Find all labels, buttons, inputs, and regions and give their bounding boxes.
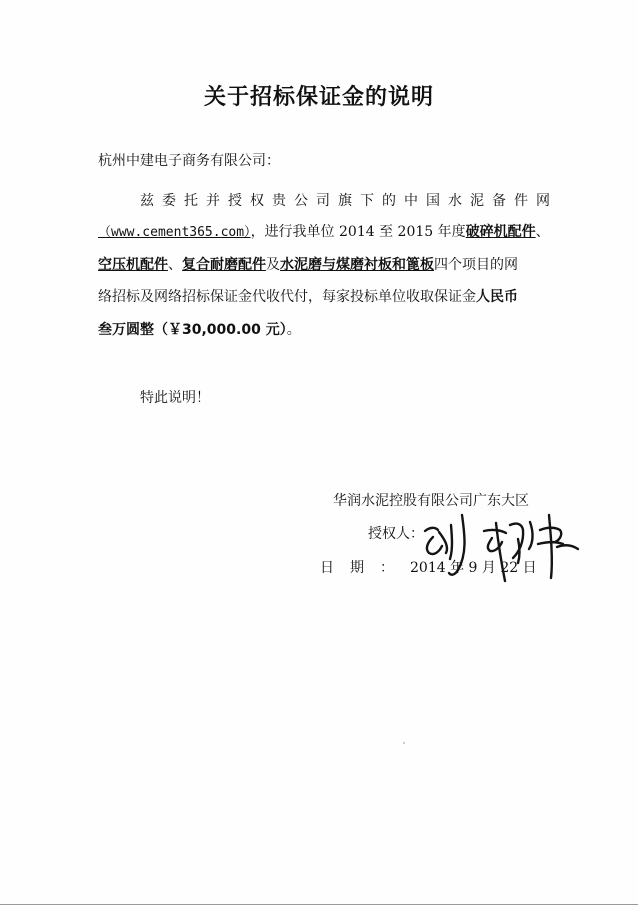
body-text: ，进行我单位 2014 至 2015 年度 [250, 224, 466, 240]
item-compressor-parts: 空压机配件 [98, 257, 168, 273]
date-label: 日期： [320, 560, 410, 576]
company-name: 华润水泥控股有限公司广东大区 [333, 493, 529, 509]
website-url: （www.cement365.com） [98, 225, 251, 240]
separator: 、 [168, 257, 182, 273]
body-line-1: 兹委托并授权贵公司旗下的中国水泥备件网 [140, 193, 550, 209]
scan-dot [403, 742, 405, 744]
document-title: 关于招标保证金的说明 [203, 85, 434, 110]
handwritten-signature [422, 512, 582, 590]
amount-in-words: 叁万圆整 [98, 322, 154, 338]
amount-figure: （￥30,000.00 元） [154, 322, 287, 338]
item-wear-parts: 复合耐磨配件 [182, 257, 266, 273]
page-bottom-edge [0, 904, 638, 905]
body-line-5 [98, 323, 550, 337]
amount-currency: 人民币 [476, 289, 518, 305]
item-crusher-parts: 破碎机配件 [465, 224, 536, 240]
body-line-3 [98, 258, 550, 272]
body-line-4 [98, 290, 550, 304]
body-text: 络招标及网络招标保证金代收代付，每家投标单位收取保证金 [98, 289, 476, 305]
separator: 及 [266, 257, 280, 273]
separator: 、 [535, 224, 550, 240]
closing-statement: 特此说明！ [140, 390, 210, 406]
body-line-2 [98, 225, 550, 239]
authorized-person-label: 授权人： [368, 526, 424, 542]
item-mill-liners: 水泥磨与煤磨衬板和篦板 [280, 257, 434, 273]
body-text: 。 [286, 322, 301, 338]
date-value: 2014 年 9 月 22 日 [410, 560, 537, 576]
addressee: 杭州中建电子商务有限公司： [98, 153, 280, 169]
body-text: 四个项目的网 [434, 257, 518, 273]
